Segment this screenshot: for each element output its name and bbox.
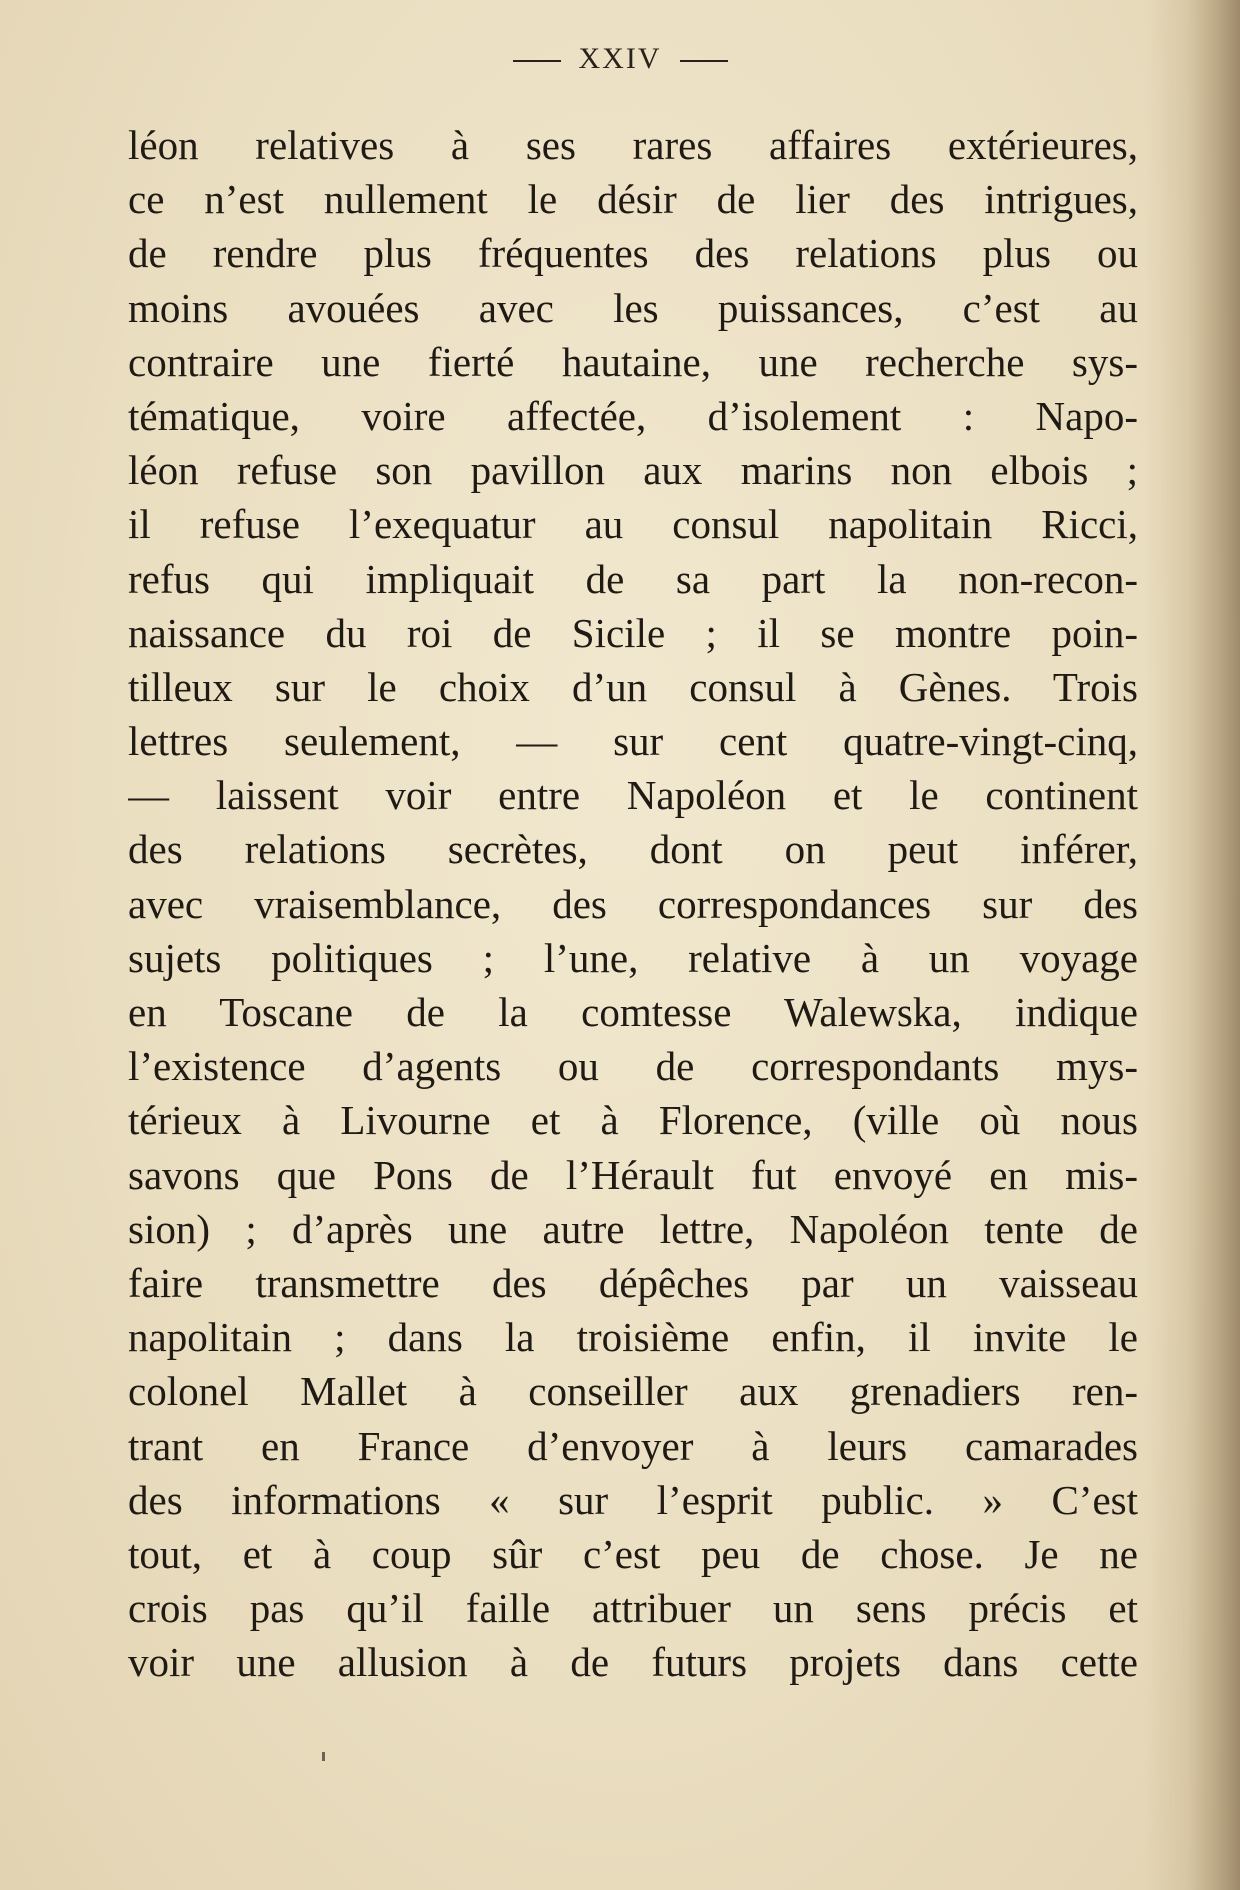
ink-speck <box>322 1752 325 1761</box>
text-line: contraire une fierté hautaine, une recherche sys- <box>128 338 1138 385</box>
text-line: léon refuse son pavillon aux marins non elbois ; <box>128 447 1138 494</box>
text-line: refus qui impliquait de sa part la non-recon- <box>128 555 1138 602</box>
page-edge-shadow <box>1145 0 1240 1890</box>
text-line: sujets politiques ; l’une, relative à un voyage <box>128 934 1138 981</box>
text-line: léon relatives à ses rares affaires extérieures, <box>128 122 1138 168</box>
text-line: crois pas qu’il faille attribuer un sens précis et <box>128 1585 1138 1632</box>
page-number: XXIV <box>578 42 662 75</box>
header-dash-right <box>680 60 728 62</box>
text-line: il refuse l’exequatur au consul napolitain Ricci, <box>128 501 1138 548</box>
text-line: des relations secrètes, dont on peut inférer, <box>128 826 1138 873</box>
text-line: des informations « sur l’esprit public. » C’est <box>128 1476 1138 1523</box>
text-line: avec vraisemblance, des correspondances sur des <box>128 880 1138 927</box>
text-line: sion) ; d’après une autre lettre, Napoléon tente de <box>128 1205 1138 1252</box>
text-line: l’existence d’agents ou de correspondants mys- <box>128 1043 1138 1090</box>
text-line: ce n’est nullement le désir de lier des intrigues, <box>128 176 1138 223</box>
text-line: faire transmettre des dépêches par un vaisseau <box>128 1259 1138 1306</box>
text-line: — laissent voir entre Napoléon et le continent <box>128 772 1138 819</box>
text-line: moins avouées avec les puissances, c’est au <box>128 284 1138 331</box>
text-line: tout, et à coup sûr c’est peu de chose. Je ne <box>128 1530 1138 1577</box>
text-line: savons que Pons de l’Hérault fut envoyé en mis- <box>128 1151 1138 1198</box>
text-line: tilleux sur le choix d’un consul à Gènes. Trois <box>128 663 1138 710</box>
text-line: térieux à Livourne et à Florence, (ville où nous <box>128 1097 1138 1144</box>
text-line: de rendre plus fréquentes des relations plus ou <box>128 230 1138 277</box>
body-text <box>128 118 1138 1689</box>
text-line: voir une allusion à de futurs projets dans cette <box>128 1639 1138 1686</box>
text-line: naissance du roi de Sicile ; il se montre poin- <box>128 609 1138 656</box>
text-line: en Toscane de la comtesse Walewska, indique <box>128 989 1138 1035</box>
text-line: colonel Mallet à conseiller aux grenadiers ren- <box>128 1368 1138 1415</box>
text-line: napolitain ; dans la troisième enfin, il invite le <box>128 1314 1138 1361</box>
text-line: tématique, voire affectée, d’isolement : Napo- <box>128 392 1138 439</box>
page-header <box>0 42 1240 76</box>
header-dash-left <box>513 60 561 62</box>
text-line: lettres seulement, — sur cent quatre-vingt-cinq, <box>128 718 1138 765</box>
text-line: trant en France d’envoyer à leurs camarades <box>128 1422 1138 1469</box>
